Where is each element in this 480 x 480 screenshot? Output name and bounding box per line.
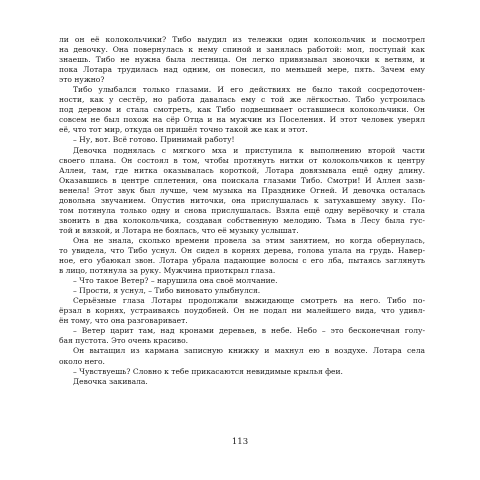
text-line: её, что тот мир, откуда он пришёл точно такой же как и этот. <box>59 125 308 135</box>
text-line: то увидела, что Тибо уснул. Он сидел в корнях дерева, голова упала на грудь. Навер- <box>59 245 425 255</box>
text-line: Серьёзные глаза Лотары продолжали выжидающе смотреть на него. Тибо по- <box>73 296 425 306</box>
text-line: Он вытащил из кармана записную книжку и махнул ею в воздухе. Лотара села <box>73 346 425 356</box>
text-line: Девочка закивала. <box>73 376 148 386</box>
text-line: – Что такое Ветер? – нарушила она своё молчание. <box>73 276 278 286</box>
text-line: довольна звучанием. Опустив ниточки, она прислушалась к затухавшему звуку. По- <box>59 195 425 205</box>
text-line: – Прости, я уснул, – Тибо виновато улыбнулся. <box>73 286 261 296</box>
text-line: Оказавшись в центре сплетения, она поискала глазами Тибо. Смотри! И Аллея зазв- <box>59 175 425 185</box>
text-line: на девочку. Она повернулась к нему спиной и занялась работой: мол, поступай как <box>59 45 425 55</box>
text-line: венела! Этот звук был лучше, чем музыка на Празднике Огней. И девочка осталась <box>59 185 425 195</box>
text-line: под деревом и стала смотреть, как Тибо подвешивает оставшиеся колокольчики. Он <box>59 105 425 115</box>
text-line: ёрзал в корнях, устраиваясь поудобней. Он не подал ни малейшего вида, что удивл- <box>59 306 425 316</box>
text-line: – Ну, вот. Всё готово. Принимай работу! <box>73 135 235 145</box>
text-line: ное, его убаюкал звон. Лотара убрала падающие волосы с его лба, пытаясь заглянуть <box>59 256 425 266</box>
text-line: своего плана. Он состоял в том, чтобы протянуть нитки от колокольчиков к центру <box>59 155 425 165</box>
text-line: около него. <box>59 356 105 366</box>
text-line: Она не знала, сколько времени провела за этим занятием, но когда обернулась, <box>73 235 425 245</box>
text-line: Аллеи, там, где нитка оказывалась короткой, Лотара довязывала ещё одну длину. <box>59 165 425 175</box>
text-line: той и вязкой, и Лотара не боялась, что её музыку услышат. <box>59 225 299 235</box>
text-line: ности, как у сестёр, но работа давалась ему с той же лёгкостью. Тибо устроилась <box>59 95 425 105</box>
text-line: звонить в два колокольчика, создавая собственную мелодию. Тьма в Лесу была гус- <box>59 215 425 225</box>
text-line: ли он её колокольчики? Тибо выудил из тележки один колокольчик и посмотрел <box>59 35 425 44</box>
body-text <box>59 35 425 387</box>
text-line: бая пустота. Это очень красиво. <box>59 336 189 346</box>
text-line: Девочка поднялась с мягкого мха и приступила к выполнению второй части <box>73 145 425 155</box>
text-line: том потянула только одну и снова прислушалась. Взяла ещё одну верёвочку и стала <box>59 205 425 215</box>
text-line: пока Лотара трудилась над одним, он повесил, по меньшей мере, пять. Зачем ему <box>59 65 425 75</box>
text-line: Тибо улыбался только глазами. И его действиях не было такой сосредоточен- <box>73 85 425 95</box>
text-line: – Чувствуешь? Словно к тебе прикасаются невидимые крылья феи. <box>73 366 343 376</box>
text-line: ён тому, что она разговаривает. <box>59 316 188 326</box>
page-number: 113 <box>231 437 249 447</box>
text-line: в лицо, потянула за руку. Мужчина приоткрыл глаза. <box>59 266 276 276</box>
text-line: знаешь. Тибо не нужна была лестница. Он легко привязывал звоночки к ветвям, и <box>59 55 425 65</box>
text-line: – Ветер царит там, над кронами деревьев, в небе. Небо – это бесконечная голу- <box>73 326 425 336</box>
text-line: это нужно? <box>59 75 105 85</box>
text-line: совсем не был похож на сёр Отца и на мужчин из Поселения. И этот человек уверял <box>59 115 425 125</box>
